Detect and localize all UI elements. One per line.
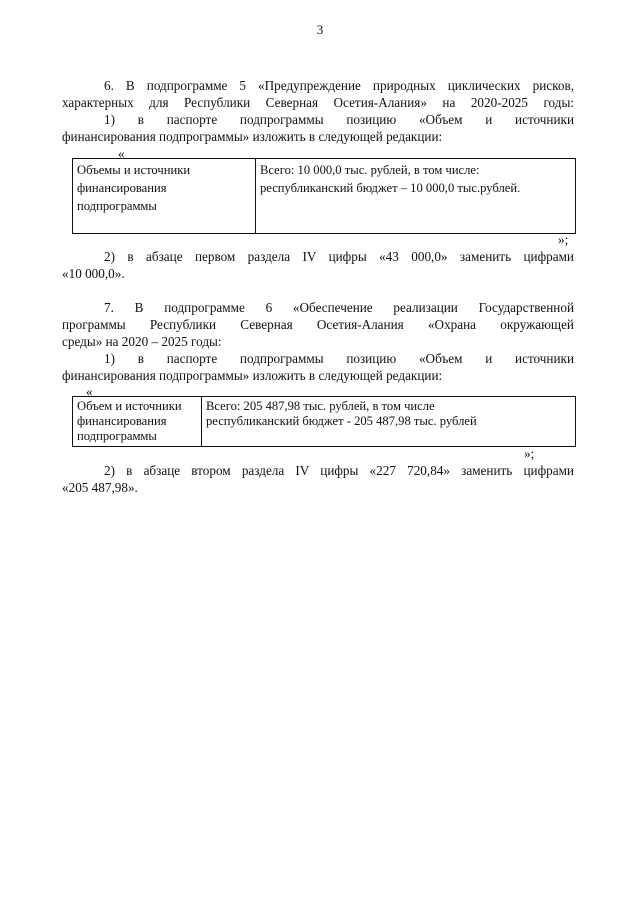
section7-heading-line1: 7. В подпрограмме 6 «Обеспечение реализации Государственной [104, 300, 574, 315]
table-row [73, 159, 576, 234]
cell-line: подпрограммы [77, 429, 157, 443]
section6-item2-line1: 2) в абзаце первом раздела IV цифры «43 000,0» заменить цифрами [104, 249, 574, 264]
section7-item1-line1: 1) в паспорте подпрограммы позицию «Объем и источники [104, 351, 574, 366]
table-cell-value [256, 159, 576, 234]
cell-line: республиканский бюджет - 205 487,98 тыс. рублей [206, 414, 477, 428]
section7-item1-line2: финансирования подпрограммы» изложить в следующей редакции: [62, 368, 443, 383]
section7-item2-line2: «205 487,98». [62, 480, 138, 495]
table-row [73, 397, 576, 447]
cell-line: Всего: 10 000,0 тыс. рублей, в том числе: [260, 163, 480, 177]
table-cell-label [73, 397, 202, 447]
section7-funding-table [72, 396, 576, 447]
section6-funding-table [72, 158, 576, 234]
page-number: 3 [316, 22, 324, 37]
cell-line: подпрограммы [77, 199, 157, 213]
cell-line: Объем и источники [77, 399, 182, 413]
section6-quote-close: »; [558, 232, 569, 247]
section6-item1-line1: 1) в паспорте подпрограммы позицию «Объем и источники [104, 112, 574, 127]
cell-line: Всего: 205 487,98 тыс. рублей, в том числе [206, 399, 435, 413]
cell-line: финансирования [77, 414, 167, 428]
section7-heading-line2: программы Республики Северная Осетия-Алания «Охрана окружающей [62, 317, 574, 332]
section6-heading-line2: характерных для Республики Северная Осетия-Алания» на 2020-2025 годы: [62, 95, 574, 110]
section7-quote-open: « [86, 384, 93, 399]
table-cell-label [73, 159, 256, 234]
section7-quote-close: »; [524, 446, 535, 461]
section6-quote-open: « [118, 146, 125, 161]
section6-heading-line1: 6. В подпрограмме 5 «Предупреждение природных циклических рисков, [104, 78, 574, 93]
section6-item2-line2: «10 000,0». [62, 266, 125, 281]
cell-line: республиканский бюджет – 10 000,0 тыс.рублей. [260, 181, 521, 195]
cell-line: финансирования [77, 181, 167, 195]
cell-line: Объемы и источники [77, 163, 191, 177]
section6-item1-line2: финансирования подпрограммы» изложить в следующей редакции: [62, 129, 443, 144]
section7-heading-line3: среды» на 2020 – 2025 годы: [62, 334, 222, 349]
table-cell-value [202, 397, 576, 447]
section7-item2-line1: 2) в абзаце втором раздела IV цифры «227 720,84» заменить цифрами [104, 463, 574, 478]
